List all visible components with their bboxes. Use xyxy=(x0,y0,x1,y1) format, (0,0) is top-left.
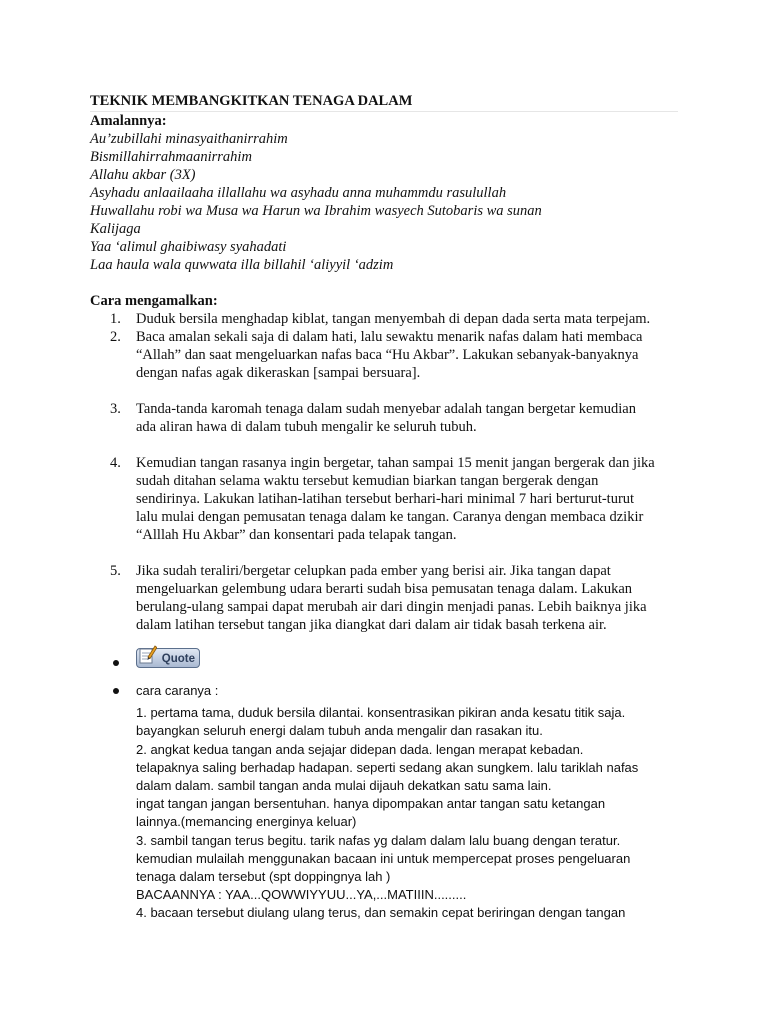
amalan-heading: Amalannya: xyxy=(90,113,167,129)
step-line: Jika sudah teraliri/bergetar celupkan pada ember yang berisi air. Jika tangan dapat xyxy=(136,563,611,579)
list-item xyxy=(90,328,690,382)
amalan-line: Huwallahu robi wa Musa wa Harun wa Ibrahim wasyech Sutobaris wa sunan xyxy=(90,203,542,219)
quote-pencil-icon xyxy=(139,644,157,664)
step-line: berulang-ulang sampai dapat merubah air dari dingin menjadi panas. Lebih baiknya jika xyxy=(136,599,647,615)
cara-caranya: cara caranya : xyxy=(136,683,219,698)
step-line: Baca amalan sekali saja di dalam hati, lalu sewaktu menarik nafas dalam hati membaca xyxy=(136,329,643,345)
quote-label: Quote xyxy=(161,653,195,665)
forum-line: bayangkan seluruh energi dalam tubuh anda mengalir dan rasakan itu. xyxy=(136,723,543,739)
forum-line: lainnya.(memancing energinya keluar) xyxy=(136,814,357,830)
step-line: dengan nafas agak dikeraskan [sampai bersuara]. xyxy=(136,365,421,381)
forum-line: 3. sambil tangan terus begitu. tarik nafas yg dalam dalam lalu buang dengan teratur. xyxy=(136,832,621,848)
step-line: mengeluarkan gelembung udara berarti sudah bisa pemusatan tenaga dalam. Lakukan xyxy=(136,581,633,597)
step-line: Kemudian tangan rasanya ingin bergetar, tahan sampai 15 menit jangan bergerak dan jika xyxy=(136,455,655,471)
bullet-dot xyxy=(113,688,119,694)
step-line: Duduk bersila menghadap kiblat, tangan menyembah di depan dada serta mata terpejam. xyxy=(136,311,651,327)
amalan-line: Kalijaga xyxy=(90,221,141,237)
forum-line: ingat tangan jangan bersentuhan. hanya dipompakan antar tangan satu ketangan xyxy=(136,796,606,812)
amalan-line: Au’zubillahi minasyaithanirrahim xyxy=(90,131,288,147)
list-item xyxy=(90,562,690,634)
step-line: ada aliran hawa di dalam tubuh mengalir ke seluruh tubuh. xyxy=(136,419,477,435)
step-number: 3. xyxy=(110,401,121,417)
forum-bullets xyxy=(90,648,690,923)
step-line: dalam latihan tersebut tangan jika diangkat dari dalam air tidak basah terkena air. xyxy=(136,617,607,633)
forum-line: kemudian mulailah menggunakan bacaan ini untuk mempercepat proses pengeluaran xyxy=(136,850,631,866)
list-item xyxy=(90,648,690,682)
step-line: lalu mulai dengan pemusatan tenaga dalam ke tangan. Caranya dengan membaca dzikir xyxy=(136,509,644,525)
step-line: sudah ditahan selama waktu tersebut kemudian biarkan tangan bergerak dengan xyxy=(136,473,599,489)
bullet-dot xyxy=(113,660,119,666)
step-number: 2. xyxy=(110,329,121,345)
step-line: Tanda-tanda karomah tenaga dalam sudah menyebar adalah tangan bergetar kemudian xyxy=(136,401,636,417)
step-line: sendirinya. Lakukan latihan-latihan tersebut berhari-hari minimal 7 hari berturut-turut xyxy=(136,491,635,507)
step-number: 5. xyxy=(110,563,121,579)
step-line: “Alllah Hu Akbar” dan konsentari pada telapak tangan. xyxy=(136,527,457,543)
document xyxy=(90,92,690,923)
step-number: 4. xyxy=(110,455,121,471)
amalan-line: Asyhadu anlaailaaha illallahu wa asyhadu anna muhammdu rasulullah xyxy=(90,185,507,201)
list-item xyxy=(90,454,690,544)
document-title: TEKNIK MEMBANGKITKAN TENAGA DALAM xyxy=(90,92,678,112)
forum-line: telapaknya saling berhadap hadapan. seperti sedang akan sungkem. lalu tariklah nafas xyxy=(136,759,639,775)
list-item xyxy=(90,310,690,328)
step-number: 1. xyxy=(110,311,121,327)
amalan-block xyxy=(90,130,690,274)
forum-line: 2. angkat kedua tangan anda sejajar didepan dada. lengan merapat kebadan. xyxy=(136,741,584,757)
forum-line: BACAANNYA : YAA...QOWWIYYUU...YA,...MATIIIN......... xyxy=(136,887,467,903)
amalan-line: Allahu akbar (3X) xyxy=(90,167,196,183)
forum-line: dalam dalam. sambil tangan anda mulai dijauh dekatkan satu sama lain. xyxy=(136,778,552,794)
forum-line: 1. pertama tama, duduk bersila dilantai. konsentrasikan pikiran anda kesatu titik saja. xyxy=(136,705,626,721)
steps-list xyxy=(90,310,690,634)
cara-heading: Cara mengamalkan: xyxy=(90,293,218,309)
step-line: “Allah” dan saat mengeluarkan nafas baca “Hu Akbar”. Lakukan sebanyak-banyaknya xyxy=(136,347,639,363)
amalan-line: Bismillahirrahmaanirrahim xyxy=(90,149,252,165)
amalan-line: Laa haula wala quwwata illa billahil ‘aliyyil ‘adzim xyxy=(90,257,394,273)
amalan-line: Yaa ‘alimul ghaibiwasy syahadati xyxy=(90,239,287,255)
forum-line: 4. bacaan tersebut diulang ulang terus, dan semakin cepat beriringan dengan tangan xyxy=(136,905,626,921)
forum-line: tenaga dalam tersebut (spt doppingnya lah ) xyxy=(136,869,391,885)
list-item xyxy=(90,682,690,923)
list-item xyxy=(90,400,690,436)
quote-button[interactable] xyxy=(136,648,200,668)
